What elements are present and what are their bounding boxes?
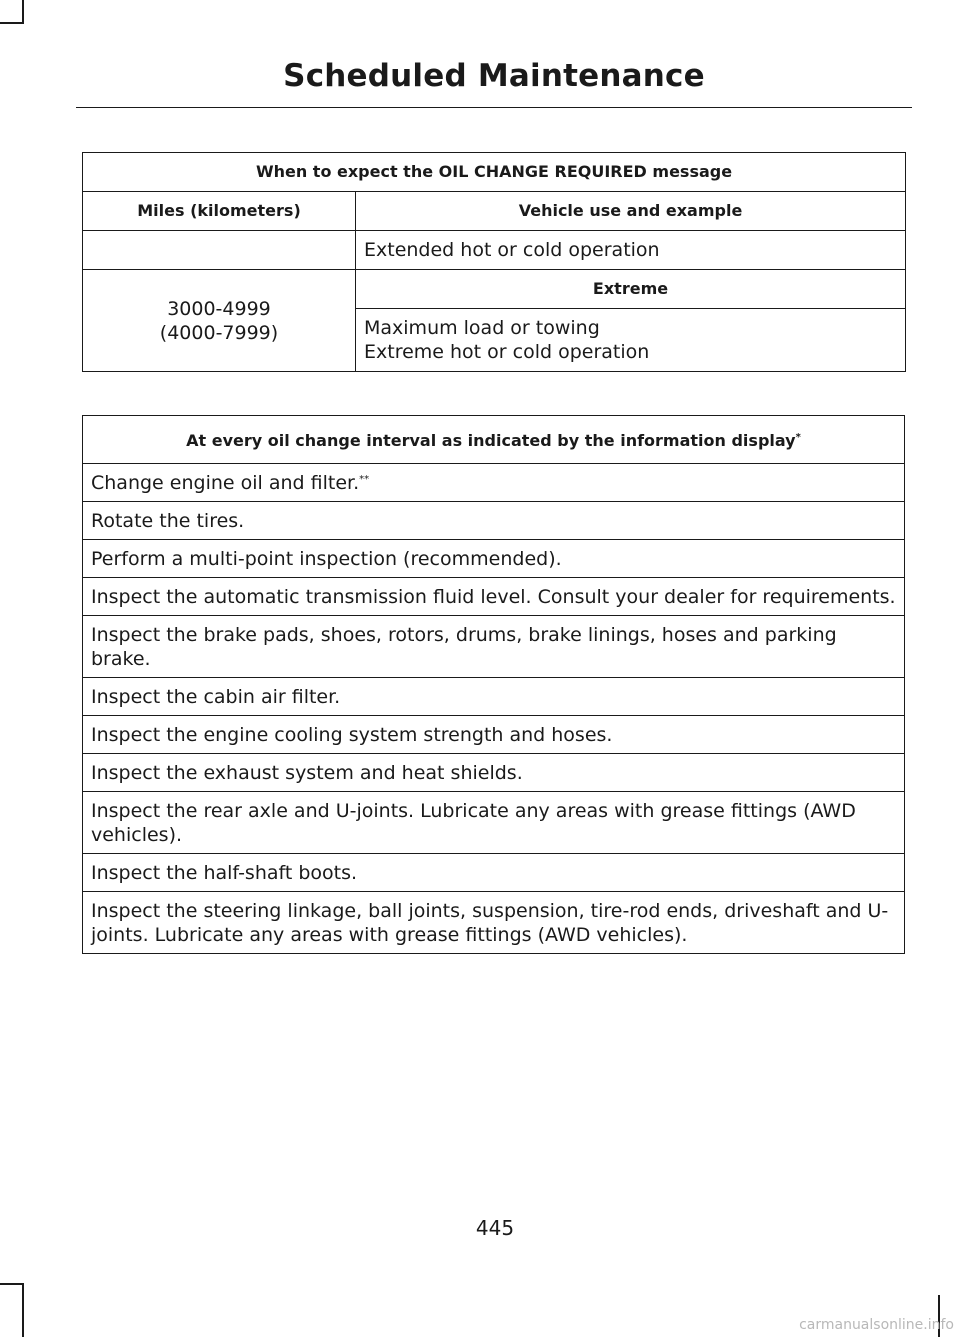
column-header-vehicle-use: Vehicle use and example (356, 192, 906, 231)
table-cell: Inspect the rear axle and U-joints. Lubricate any areas with grease fittings (AWD vehicles). (83, 792, 905, 854)
watermark: carmanualsonline.info (799, 1317, 954, 1333)
table-row (83, 616, 905, 678)
table-row (83, 578, 905, 616)
crop-mark-bottom-left-h (0, 1283, 24, 1285)
table-row (83, 678, 905, 716)
miles-value: 3000-4999 (167, 297, 271, 320)
table-header-row (83, 192, 906, 231)
table-row (83, 892, 905, 954)
table-cell-empty (83, 231, 356, 270)
table-cell: Inspect the exhaust system and heat shields. (83, 754, 905, 792)
table-row (83, 270, 906, 309)
category-label: Extreme (356, 270, 906, 309)
use-line: Extreme hot or cold operation (364, 341, 650, 363)
table-cell: Inspect the brake pads, shoes, rotors, drums, brake linings, hoses and parking brake. (83, 616, 905, 678)
table-cell-use: Extended hot or cold operation (356, 231, 906, 270)
crop-mark-bottom-left (22, 1283, 24, 1337)
table-title-text: At every oil change interval as indicated by the information display (186, 431, 796, 450)
table-row (83, 854, 905, 892)
crop-mark-top-left (22, 0, 24, 22)
table-cell: Inspect the engine cooling system strength and hoses. (83, 716, 905, 754)
table-cell: Rotate the tires. (83, 502, 905, 540)
table-row (83, 464, 905, 502)
table-cell: Perform a multi-point inspection (recommended). (83, 540, 905, 578)
table-title (83, 416, 905, 464)
oil-change-interval-table (82, 415, 905, 954)
table-row (83, 540, 905, 578)
table-row (83, 792, 905, 854)
kilometers-value: (4000-7999) (159, 321, 279, 344)
item-text: Change engine oil and filter. (91, 472, 360, 494)
table-title: When to expect the OIL CHANGE REQUIRED message (83, 153, 906, 192)
crop-mark-top-left-h (0, 22, 24, 24)
table-cell-use (356, 309, 906, 372)
table-row (83, 231, 906, 270)
column-header-miles: Miles (kilometers) (83, 192, 356, 231)
table-title-row (83, 153, 906, 192)
page-number: 445 (475, 1216, 515, 1240)
footnote-mark: * (795, 432, 801, 443)
table-row (83, 502, 905, 540)
table-cell: Inspect the cabin air filter. (83, 678, 905, 716)
page-title: Scheduled Maintenance (283, 58, 705, 94)
footnote-mark: ** (359, 474, 370, 485)
table-row (83, 754, 905, 792)
table-cell: Inspect the automatic transmission fluid level. Consult your dealer for requirements. (83, 578, 905, 616)
table-cell (83, 464, 905, 502)
table-cell: Inspect the half-shaft boots. (83, 854, 905, 892)
title-divider (76, 107, 912, 108)
table-cell: Inspect the steering linkage, ball joints, suspension, tire-rod ends, driveshaft and U-joints. Lubricate any areas with grease fittings (AWD vehicles). (83, 892, 905, 954)
table-title-row (83, 416, 905, 464)
table-cell-miles (83, 270, 356, 372)
table-row (83, 716, 905, 754)
use-line: Maximum load or towing (364, 317, 600, 339)
oil-change-message-table (82, 152, 906, 372)
